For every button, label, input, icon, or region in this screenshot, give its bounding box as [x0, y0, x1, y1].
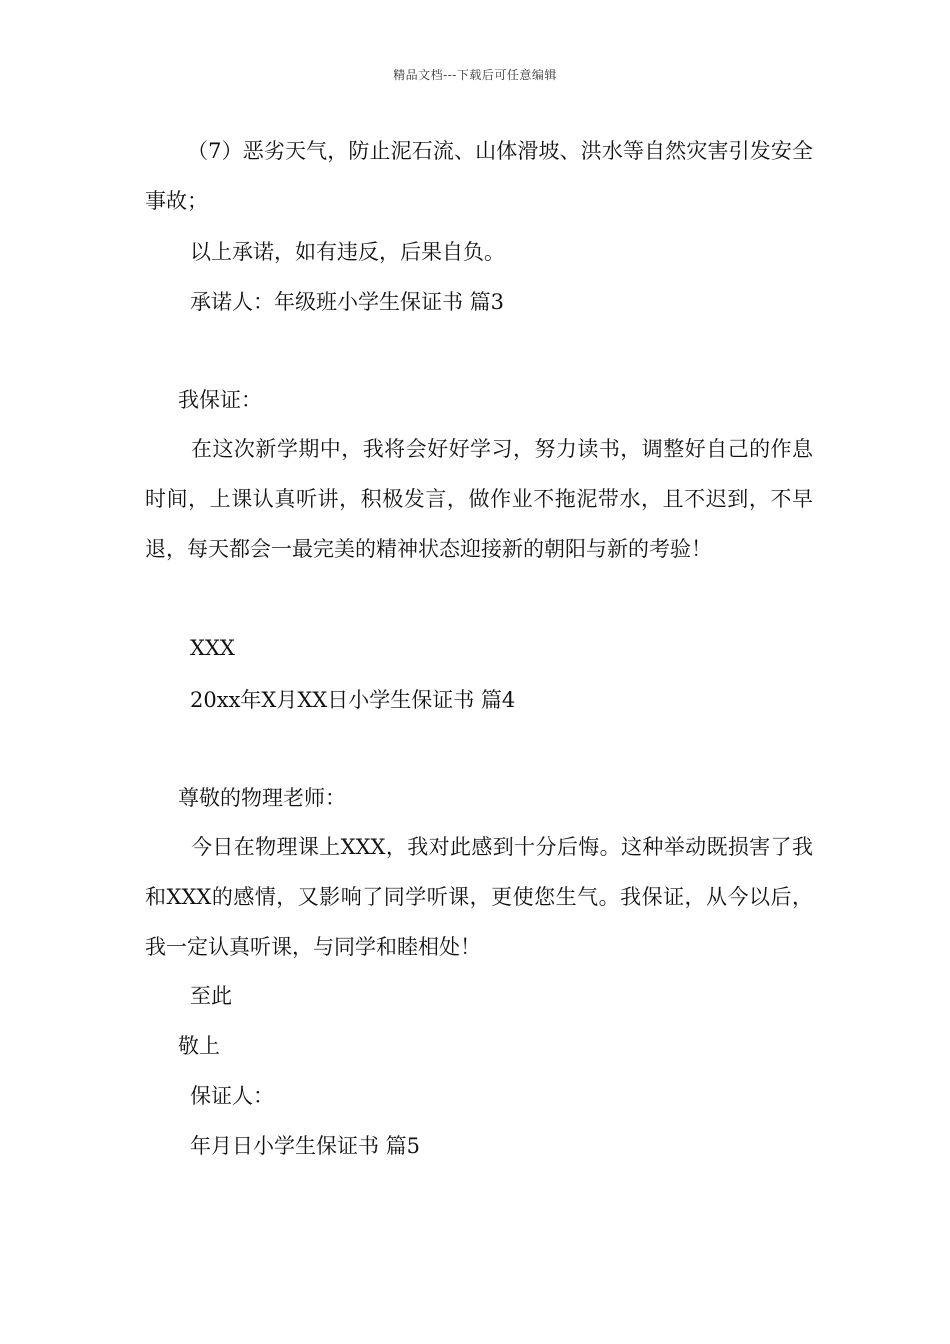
section-4-body: 今日在物理课上XXX，我对此感到十分后悔。这种举动既损害了我和XXX的感情，又影响了同学听课，更使您生气。我保证，从今以后，我一定认真听课，与同学和睦相处！ — [145, 835, 813, 959]
section-3-greeting: 我保证： — [178, 388, 262, 412]
promiser-line: 承诺人：年级班小学生保证书 篇3 — [190, 290, 505, 314]
section-4-closing-2: 敬上 — [178, 1034, 220, 1058]
section-3-date-title: 20xx年X月XX日小学生保证书 篇4 — [190, 688, 516, 712]
section-3-body: 在这次新学期中，我将会好好学习，努力读书，调整好自己的作息时间，上课认真听讲，积极发言，做作业不拖泥带水，且不迟到，不早退，每天都会一最完美的精神状态迎接新的朝阳与新的考验！ — [145, 437, 813, 561]
section-4-date-title: 年月日小学生保证书 篇5 — [190, 1134, 421, 1158]
item-7-paragraph: （7）恶劣天气，防止泥石流、山体滑坡、洪水等自然灾害引发安全事故； — [145, 139, 813, 213]
section-3-signature: XXX — [190, 636, 235, 660]
section-4-closing-1: 至此 — [190, 984, 232, 1008]
promise-closing: 以上承诺，如有违反，后果自负。 — [190, 240, 505, 264]
section-4-greeting: 尊敬的物理老师： — [178, 786, 346, 810]
section-4-guarantor: 保证人： — [190, 1084, 274, 1108]
page-header: 精品文档---下载后可任意编辑 — [393, 68, 557, 82]
